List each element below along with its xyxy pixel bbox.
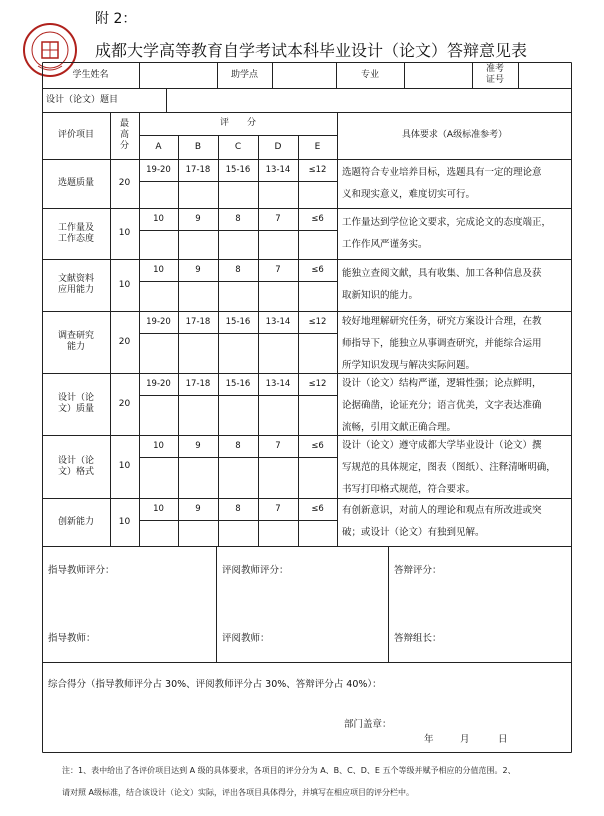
score-entry-paper-format-c[interactable] [218,457,258,498]
score-entry-paper-quality-a[interactable] [139,395,178,435]
major-field[interactable] [404,62,472,88]
score-range-research-ability-d: 13-14 [265,316,291,327]
grade-header-c: C [234,141,242,152]
score-entry-paper-format-b[interactable] [178,457,218,498]
requirement-line: 写规范的具体规定，图表（图纸）、注释清晰明确， [342,462,556,473]
score-entry-topic-quality-c[interactable] [218,181,258,208]
score-range-literature-ability-e: ≤6 [311,264,324,275]
score-range-topic-quality-a: 19-20 [146,164,171,175]
exam-id-field[interactable] [518,62,572,88]
footnote [62,760,562,804]
date-year-label: 年 [424,734,434,745]
max-score-char-1: 最 [119,118,129,129]
item-requirements-literature-ability [342,263,570,307]
item-name-paper-quality [42,373,110,435]
topic-label: 设计（论文）题目 [46,94,119,105]
requirement-line: 工作作风严谨务实。 [342,239,428,250]
item-max-score-topic-quality: 20 [118,178,131,189]
score-entry-workload-attitude-a[interactable] [139,230,178,259]
defense-evaluation-form [42,62,572,753]
score-range-workload-attitude-a: 10 [153,213,164,224]
item-requirements-paper-format [342,435,570,501]
score-range-topic-quality-b: 17-18 [185,164,211,175]
score-entry-workload-attitude-e[interactable] [298,230,337,259]
reviewer-signature-label: 评阅教师： [222,633,270,644]
score-range-literature-ability-b: 9 [195,264,201,275]
item-max-score-research-ability: 20 [118,336,131,347]
score-entry-paper-quality-d[interactable] [258,395,298,435]
score-entry-literature-ability-a[interactable] [139,281,178,311]
item-name-line: 文献资料 [57,274,94,285]
score-entry-workload-attitude-b[interactable] [178,230,218,259]
score-range-workload-attitude-c: 8 [235,213,241,224]
score-range-research-ability-b: 17-18 [185,316,211,327]
exam-id-label-line2: 证号 [485,75,504,85]
score-entry-research-ability-e[interactable] [298,333,337,373]
item-name-topic-quality [42,159,110,208]
score-entry-paper-quality-c[interactable] [218,395,258,435]
score-entry-research-ability-c[interactable] [218,333,258,373]
score-entry-research-ability-d[interactable] [258,333,298,373]
item-name-research-ability [42,311,110,373]
requirement-line: 所学知识发现与解决实际问题。 [342,360,476,371]
score-entry-innovation-ability-b[interactable] [178,520,218,546]
requirement-line: 破；或设计（论文）有独到见解。 [342,527,485,538]
score-range-research-ability-c: 15-16 [225,316,251,327]
requirement-line: 取新知识的能力。 [342,290,419,301]
score-entry-workload-attitude-d[interactable] [258,230,298,259]
item-name-workload-attitude [42,208,110,259]
footnote-line-1: 注：1、表中给出了各评价项目达到 A 级的具体要求，各项目的评分分为 A、B、C、D、E 五个等级并赋予相应的分值范围。2、 [62,766,516,775]
score-entry-literature-ability-d[interactable] [258,281,298,311]
score-range-paper-format-e: ≤6 [311,440,324,451]
study-center-label: 助学点 [230,69,258,80]
requirement-line: 流畅，引用文献正确合理。 [342,422,457,433]
score-range-paper-quality-c: 15-16 [225,378,251,389]
column-header-score: 评 分 [219,118,256,129]
max-score-char-2: 高 [119,129,129,140]
score-entry-topic-quality-d[interactable] [258,181,298,208]
score-entry-research-ability-b[interactable] [178,333,218,373]
grade-header-d: D [274,141,282,152]
major-label: 专业 [360,69,379,80]
score-range-paper-quality-e: ≤12 [308,378,327,389]
score-range-paper-quality-a: 19-20 [146,378,171,389]
item-name-line: 文）格式 [57,466,94,477]
score-range-paper-format-a: 10 [153,440,164,451]
score-range-topic-quality-e: ≤12 [308,164,327,175]
item-max-score-paper-quality: 20 [118,398,131,409]
score-entry-innovation-ability-a[interactable] [139,520,178,546]
requirement-line: 师指导下，能独立从事调查研究，并能综合运用 [342,338,542,349]
score-range-paper-quality-b: 17-18 [185,378,211,389]
advisor-signature-label: 指导教师： [48,633,96,644]
score-range-paper-format-b: 9 [195,440,201,451]
item-name-line: 选题质量 [57,178,94,189]
total-score-label: 综合得分（指导教师评分占 30%、评阅教师评分占 30%、答辩评分占 40%）： [48,679,382,690]
item-name-line: 调查研究 [57,331,94,342]
requirement-line: 论据确凿，论证充分；语言优美，文字表达准确 [342,400,542,411]
score-range-literature-ability-a: 10 [153,264,164,275]
item-requirements-paper-quality [342,373,570,439]
item-requirements-topic-quality [342,162,570,206]
item-name-line: 文）质量 [57,404,94,414]
score-entry-paper-format-e[interactable] [298,457,337,498]
item-name-line: 应用能力 [57,285,94,295]
document-title: 成都大学高等教育自学考试本科毕业设计（论文）答辩意见表 [95,41,528,60]
item-max-score-innovation-ability: 10 [118,516,131,527]
score-entry-topic-quality-e[interactable] [298,181,337,208]
item-name-paper-format [42,435,110,498]
defense-leader-signature-label: 答辩组长： [394,633,442,644]
score-range-paper-format-c: 8 [235,440,241,451]
requirement-line: 设计（论文）遵守成都大学毕业设计（论文）撰 [342,440,542,451]
item-max-score-paper-format: 10 [118,461,131,472]
item-name-line: 设计（论 [57,455,94,466]
student-name-field[interactable] [139,62,217,88]
requirement-line: 选题符合专业培养目标，选题具有一定的理论意 [342,167,542,178]
defense-score-label: 答辩评分： [394,565,442,576]
item-requirements-research-ability [342,311,570,377]
item-requirements-innovation-ability [342,500,570,544]
score-range-innovation-ability-a: 10 [153,503,164,514]
score-range-innovation-ability-c: 8 [235,503,241,514]
score-entry-literature-ability-e[interactable] [298,281,337,311]
item-name-line: 工作态度 [57,233,94,244]
score-entry-workload-attitude-c[interactable] [218,230,258,259]
item-name-line: 设计（论 [57,393,94,404]
score-entry-paper-format-d[interactable] [258,457,298,498]
score-range-research-ability-e: ≤12 [308,316,327,327]
score-range-innovation-ability-b: 9 [195,503,201,514]
score-entry-topic-quality-b[interactable] [178,181,218,208]
score-entry-paper-quality-b[interactable] [178,395,218,435]
column-header-max-score [110,114,139,157]
score-range-literature-ability-d: 7 [275,264,281,275]
score-range-workload-attitude-b: 9 [195,213,201,224]
item-name-innovation-ability [42,498,110,546]
score-entry-literature-ability-b[interactable] [178,281,218,311]
column-header-item: 评价项目 [57,130,94,141]
score-range-literature-ability-c: 8 [235,264,241,275]
advisor-score-label: 指导教师评分： [48,565,115,576]
item-name-line: 创新能力 [57,516,94,527]
grade-header-e: E [314,141,321,152]
item-name-literature-ability [42,259,110,311]
exam-id-label-line1: 准考 [485,64,504,75]
requirement-line: 较好地理解研究任务，研究方案设计合理，在教 [342,316,542,327]
requirement-line: 设计（论文）结构严谨，逻辑性强；论点鲜明， [342,378,542,389]
topic-field[interactable] [166,88,572,112]
score-range-workload-attitude-e: ≤6 [311,213,324,224]
score-entry-innovation-ability-d[interactable] [258,520,298,546]
score-entry-innovation-ability-c[interactable] [218,520,258,546]
item-name-line: 工作量及 [57,222,94,233]
requirement-line: 工作量达到学位论文要求，完成论文的态度端正， [342,217,552,228]
requirement-line: 有创新意识，对前人的理论和观点有所改进或突 [342,505,542,516]
date-day-label: 日 [498,734,508,745]
score-range-workload-attitude-d: 7 [275,213,281,224]
reviewer-score-label: 评阅教师评分： [222,565,289,576]
score-range-paper-quality-d: 13-14 [265,378,291,389]
score-entry-topic-quality-a[interactable] [139,181,178,208]
max-score-char-3: 分 [119,141,129,152]
column-header-requirements: 具体要求（A级标准参考） [401,130,508,141]
appendix-label: 附 2： [95,11,137,27]
footnote-line-2: 请对照 A级标准，结合该设计（论文）实际，评出各项目具体得分，并填写在相应项目的评分栏中。 [62,788,415,797]
exam-id-label [472,63,518,87]
date-month-label: 月 [460,734,470,745]
study-center-field[interactable] [272,62,336,88]
score-entry-innovation-ability-e[interactable] [298,520,337,546]
score-range-research-ability-a: 19-20 [146,316,171,327]
score-range-topic-quality-c: 15-16 [225,164,251,175]
student-name-label: 学生姓名 [72,69,109,80]
score-range-paper-format-d: 7 [275,440,281,451]
score-entry-paper-quality-e[interactable] [298,395,337,435]
requirement-line: 能独立查阅文献，具有收集、加工各种信息及获 [342,268,542,279]
department-stamp-label: 部门盖章： [344,719,392,730]
score-entry-paper-format-a[interactable] [139,457,178,498]
item-name-line: 能力 [66,342,85,352]
item-max-score-literature-ability: 10 [118,279,131,290]
grade-header-b: B [194,141,202,152]
item-requirements-workload-attitude [342,212,570,256]
score-range-innovation-ability-d: 7 [275,503,281,514]
requirement-line: 义和现实意义，难度切实可行。 [342,189,476,200]
requirement-line: 书写打印格式规范，符合要求。 [342,484,476,495]
grade-header-a: A [155,141,162,152]
score-range-topic-quality-d: 13-14 [265,164,291,175]
score-entry-literature-ability-c[interactable] [218,281,258,311]
item-max-score-workload-attitude: 10 [118,228,131,239]
score-entry-research-ability-a[interactable] [139,333,178,373]
score-range-innovation-ability-e: ≤6 [311,503,324,514]
